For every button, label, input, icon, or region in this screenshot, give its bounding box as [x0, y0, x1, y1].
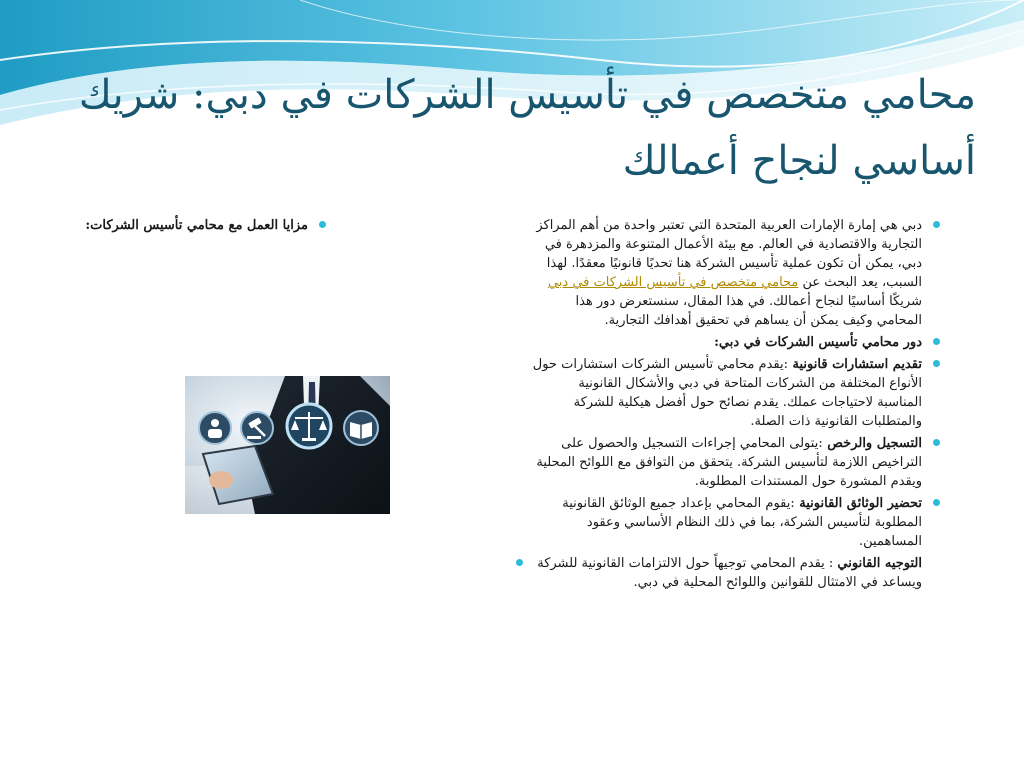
item-text: : يقدم المحامي توجيهاً حول الالتزامات القانونية للشركة ويساعد في الامتثال للقوانين واللوائح المحلية في دبي. — [537, 556, 922, 590]
bullet-icon — [933, 499, 940, 506]
title-line-2: أساسي لنجاح أعمالك — [622, 138, 976, 184]
bullet-icon — [933, 360, 940, 367]
lawyer-link[interactable]: محامي متخصص في تأسيس الشركات في دبي — [547, 275, 799, 290]
list-item — [530, 554, 940, 592]
benefits-column — [58, 216, 326, 238]
slide-title — [76, 62, 976, 194]
intro-paragraph — [530, 216, 940, 330]
intro-text-a: دبي هي إمارة الإمارات العربية المتحدة التي تعتبر واحدة من أهم المراكز التجارية والاقتصادية في العالم. مع بيئة الأعمال المتنوعة والمزدهرة في دبي، يمكن أن تكون عملية تأسيس الشركة هنا تحديًا قانونيًا معقدًا. لهذا السبب، يعد البحث عن — [536, 218, 922, 290]
scales-of-justice-icon — [287, 404, 331, 448]
intro-text-b: شريكًا أساسيًا لنجاح أعمالك. في هذا المقال، سنستعرض دور هذا المحامي وكيف يمكن أن يساهم في تحقيق أهدافك التجارية. — [575, 294, 922, 328]
title-line-1: محامي متخصص في تأسيس الشركات في دبي: شريك — [78, 72, 976, 118]
bullet-icon — [319, 221, 326, 228]
list-item — [530, 434, 940, 491]
illustration-graphic — [185, 376, 390, 514]
role-heading — [530, 333, 940, 352]
benefits-heading — [58, 216, 326, 235]
bullet-icon — [933, 221, 940, 228]
lawyer-illustration — [185, 376, 390, 514]
item-title: التوجيه القانوني — [837, 556, 922, 571]
item-title: تقديم استشارات قانونية — [788, 357, 922, 372]
item-text: :يقوم المحامي بإعداد جميع الوثائق القانونية المطلوبة لتأسيس الشركة، بما في ذلك النظام الأساسي وعقود المساهمين. — [562, 496, 922, 549]
bullet-icon — [516, 559, 523, 566]
item-text: :يتولى المحامي إجراءات التسجيل والحصول على التراخيص اللازمة لتأسيس الشركة. يتحقق من التوافق مع اللوائح المحلية ويقدم المشورة حول المستندات المطلوبة. — [536, 436, 922, 489]
item-title: تحضير الوثائق القانونية — [794, 496, 922, 511]
bullet-icon — [933, 439, 940, 446]
bullet-icon — [933, 338, 940, 345]
item-title: التسجيل والرخص — [822, 436, 922, 451]
user-icon — [199, 412, 231, 444]
book-icon — [344, 411, 378, 445]
item-text: :يقدم محامي تأسيس الشركات استشارات حول الأنواع المختلفة من الشركات المتاحة في دبي والأشكال القانونية المناسبة لاحتياجات عملك. يقدم نصائح حول أفضل هيكلية للشركة والمتطلبات القانونية ذات الصلة. — [532, 357, 922, 429]
benefits-heading-text: مزايا العمل مع محامي تأسيس الشركات: — [85, 218, 308, 233]
list-item — [530, 355, 940, 431]
list-item — [530, 494, 940, 551]
role-heading-text: دور محامي تأسيس الشركات في دبي: — [714, 335, 922, 350]
gavel-icon — [241, 412, 273, 444]
main-text-column — [530, 216, 940, 595]
